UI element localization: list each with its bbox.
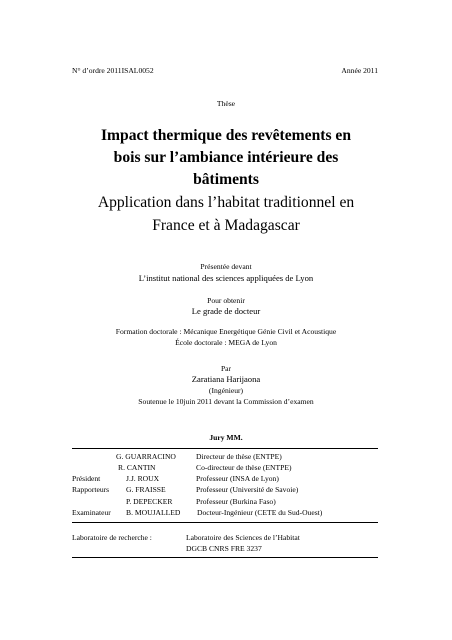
order-number: N° d’ordre 2011ISAL0052 — [72, 66, 154, 75]
jury-role: Président — [72, 474, 101, 483]
jury-name: R. CANTIN — [118, 463, 156, 472]
jury-bottom-rule — [72, 522, 378, 523]
jury-name: G. GUARRACINO — [116, 452, 176, 461]
formation-doctorale: Formation doctorale : Mécanique Energétique Génie Civil et Acoustique — [115, 327, 337, 336]
jury-title: Docteur-Ingénieur (CETE du Sud-Ouest) — [197, 508, 323, 517]
jury-name: P. DEPECKER — [126, 497, 173, 506]
degree-name: Le grade de docteur — [191, 306, 261, 316]
presented-label: Présentée devant — [200, 262, 252, 271]
lab-name: Laboratoire des Sciences de l’Habitat — [186, 533, 300, 542]
title-line-3: bâtiments — [193, 171, 259, 188]
jury-title: Directeur de thèse (ENTPE) — [196, 452, 282, 461]
jury-title: Professeur (Burkina Faso) — [196, 497, 276, 506]
jury-heading: Jury MM. — [209, 433, 243, 442]
jury-title: Co-directeur de thèse (ENTPE) — [196, 463, 292, 472]
jury-name: B. MOUJALLED — [126, 508, 181, 517]
defense-date: Soutenue le 10juin 2011 devant la Commission d’examen — [138, 397, 314, 406]
jury-role: Rapporteurs — [72, 485, 110, 494]
jury-member-row — [72, 462, 392, 473]
ecole-doctorale: École doctorale : MEGA de Lyon — [175, 338, 277, 347]
lab-code: DGCB CNRS FRE 3237 — [186, 544, 262, 553]
jury-top-rule — [72, 448, 378, 449]
jury-member-row — [72, 473, 392, 484]
jury-member-row — [72, 496, 392, 507]
author-qualification: (Ingénieur) — [208, 386, 244, 395]
doc-type: Thèse — [216, 99, 236, 108]
year: Année 2011 — [341, 66, 378, 75]
jury-title: Professeur (INSA de Lyon) — [196, 474, 279, 483]
jury-title: Professeur (Université de Savoie) — [196, 485, 299, 494]
degree-label: Pour obtenir — [207, 296, 245, 305]
lab-code-row — [72, 543, 392, 554]
subtitle-line-2: France et à Madagascar — [152, 217, 300, 234]
jury-name: J.J. ROUX — [126, 474, 160, 483]
jury-name: G. FRAISSE — [126, 485, 166, 494]
subtitle-line-1: Application dans l’habitat traditionnel en — [97, 194, 355, 211]
jury-role: Examinateur — [72, 508, 111, 517]
lab-bottom-rule — [72, 557, 378, 558]
jury-member-row — [72, 451, 392, 462]
title-line-2: bois sur l’ambiance intérieure des — [113, 149, 339, 166]
jury-member-row — [72, 507, 392, 518]
lab-label: Laboratoire de recherche : — [72, 533, 152, 542]
jury-member-row — [72, 484, 392, 495]
institution: L’institut national des sciences appliquées de Lyon — [138, 273, 314, 283]
by-label: Par — [220, 364, 232, 373]
title-line-1: Impact thermique des revêtements en — [100, 127, 352, 144]
lab-row — [72, 532, 392, 543]
author-name: Zaratiana Harijaona — [191, 374, 261, 384]
